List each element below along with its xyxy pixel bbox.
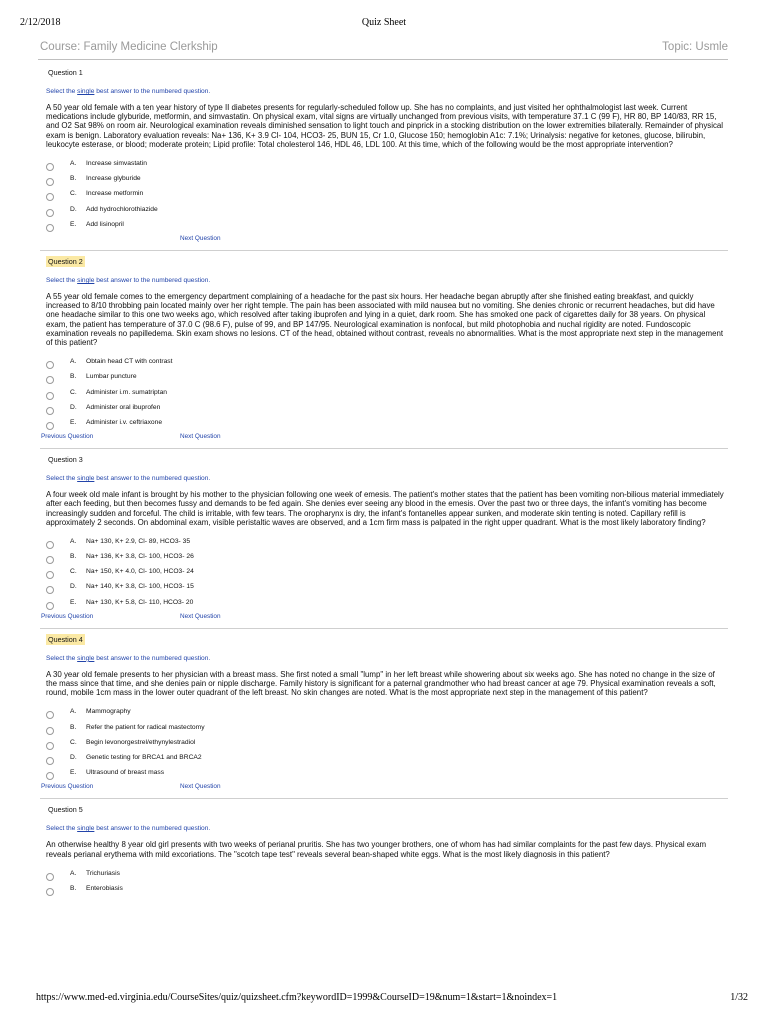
answer-choice-a[interactable] [40,538,728,553]
instruction-pre: Select the [46,825,78,833]
choice-letter: C. [70,190,77,198]
choice-text: Add lisinopril [86,220,124,228]
question-block-1 [40,62,728,251]
radio-button[interactable] [46,209,54,217]
answer-choices [40,160,728,236]
answer-choice-c[interactable] [40,739,728,754]
choice-letter: B. [70,175,77,183]
next-question-link[interactable]: Next Question [180,783,221,791]
choice-text: Genetic testing for BRCA1 and BRCA2 [86,754,202,762]
choice-text: Increase glyburide [86,175,141,183]
choice-text: Trichuriasis [86,869,120,877]
instruction-post: best answer to the numbered question. [94,654,211,662]
choice-letter: A. [70,708,77,716]
radio-button[interactable] [46,376,54,384]
print-title: Quiz Sheet [361,17,407,28]
choice-letter: B. [70,885,77,892]
choice-letter: D. [70,583,77,591]
course-name: Course: Family Medicine Clerkship [40,41,218,53]
instruction-emphasis: single [77,654,95,662]
previous-question-link[interactable]: Previous Question [41,783,94,791]
radio-button[interactable] [46,742,54,750]
choice-text: Na+ 136, K+ 3.8, Cl- 100, HCO3- 26 [86,553,194,561]
instruction-pre: Select the [46,475,78,483]
answer-choice-b[interactable] [40,885,728,900]
answer-choice-c[interactable] [40,568,728,583]
radio-button[interactable] [46,602,54,610]
answer-choice-e[interactable] [40,599,728,614]
radio-button[interactable] [46,888,54,896]
header-divider [38,59,728,60]
radio-button[interactable] [46,757,54,765]
choice-letter: C. [70,568,77,576]
choice-text: Na+ 130, K+ 2.9, Cl- 89, HCO3- 35 [86,537,191,545]
answer-choice-d[interactable] [40,583,728,598]
question-block-5 [40,799,728,900]
instruction-pre: Select the [46,276,78,284]
choice-text: Add hydrochlorothiazide [86,205,158,213]
radio-button[interactable] [46,873,54,881]
next-question-link[interactable]: Next Question [180,612,221,620]
choice-letter: A. [70,358,77,366]
answer-choice-d[interactable] [40,754,728,769]
question-instruction [46,655,728,662]
question-block-4 [40,629,728,800]
instruction-post: best answer to the numbered question. [94,276,211,284]
choice-letter: B. [70,373,77,381]
answer-choice-e[interactable] [40,769,728,784]
choice-letter: C. [70,388,77,396]
answer-choices [40,538,728,614]
choice-letter: D. [70,403,77,411]
choice-text: Increase metformin [86,190,144,198]
choice-letter: A. [70,537,77,545]
choice-letter: C. [70,738,77,746]
choice-letter: A. [70,869,77,877]
print-footer [0,992,768,1006]
choice-text: Na+ 150, K+ 4.0, Cl- 100, HCO3- 24 [86,568,194,576]
answer-choice-b[interactable] [40,175,728,190]
question-stem: A four week old male infant is brought by his mother to the physician following one week of emesis. The patient's mother states that the patient has been vomiting non-bilious material immediately after each feeding, but then becomes fussy and demands to be fed again. She denies ever seeing any blood in the emesis. Over the past two or three days, the infant's vomiting has become increasingly sudden and forceful. The child is irritable, with few tears. The oropharynx is dry, the infant's fontanelles appear sunken, and moderate skin tenting is noted. Capillary refill is approximately 2 seconds. On abdominal exam, visible peristaltic waves are observed, and a 1cm firm mass is palpated in the right upper quadrant. What is the most likely laboratory finding? [46,490,724,527]
radio-button[interactable] [46,727,54,735]
answer-choice-a[interactable] [40,358,728,373]
answer-choice-c[interactable] [40,190,728,205]
print-url: https://www.med-ed.virginia.edu/CourseSites/quiz/quizsheet.cfm?keywordID=1999&CourseID=19&num=1&start=1&noindex=1 [36,992,558,1003]
print-header [0,17,768,31]
radio-button[interactable] [46,193,54,201]
choice-text: Administer i.v. ceftriaxone [86,418,163,426]
radio-button[interactable] [46,407,54,415]
answer-choice-e[interactable] [40,221,728,236]
radio-button[interactable] [46,711,54,719]
radio-button[interactable] [46,392,54,400]
radio-button[interactable] [46,541,54,549]
answer-choice-d[interactable] [40,206,728,221]
answer-choice-b[interactable] [40,724,728,739]
answer-choice-b[interactable] [40,373,728,388]
question-stem: A 55 year old female comes to the emergency department complaining of a headache for the past six hours. Her headache began abruptly after she finished eating breakfast, and quickly increased to 8/10 throbbing pain located mainly over her right temple. The pain has been associated with mild nausea but no vomiting. She denies chronic or recurrent headaches, but did have one headache similar to this one two weeks ago, which resolved after taking ibuprofen and lying in a quiet, dark room. She has smoked one pack of cigarettes daily for 38 years. On physical exam, the patient has temperature of 37.0 C (98.6 F), pulse of 99, and BP 147/95. Neurological examination is nonfocal, but mild photophobia and nuchal rigidity are noted. Fundoscopic examination reveals no papilledema. Skin exam shows no lesions. CT of the head, obtained without contrast, reveals no abnormalities. What is the most appropriate next step in the management of this patient? [46,291,724,347]
radio-button[interactable] [46,163,54,171]
choice-letter: E. [70,598,77,606]
question-nav [40,433,728,445]
instruction-pre: Select the [46,88,78,95]
choice-letter: E. [70,220,77,228]
radio-button[interactable] [46,586,54,594]
radio-button[interactable] [46,556,54,564]
instruction-emphasis: single [77,475,95,483]
choice-text: Na+ 130, K+ 5.8, Cl- 110, HCO3- 20 [86,598,194,606]
radio-button[interactable] [46,361,54,369]
question-instruction [46,277,728,284]
answer-choice-a[interactable] [40,708,728,723]
question-stem: An otherwise healthy 8 year old girl presents with two weeks of perianal pruritis. She has two younger brothers, one of whom has had similar complaints for the past few days. Physical exam reveals perianal erythema with mild excoriations. The "scotch tape test" reveals several bean-shaped white eggs. What is the most likely diagnosis in this patient? [46,840,707,859]
page-number: 1/32 [730,992,748,1003]
choice-text: Mammography [86,708,131,716]
answer-choices [40,708,728,784]
answer-choices [40,870,728,900]
choice-letter: D. [70,205,77,213]
question-block-3 [40,449,728,629]
choice-text: Lumbar puncture [86,373,137,381]
next-question-link[interactable]: Next Question [180,234,221,242]
choice-letter: B. [70,553,77,561]
choice-letter: D. [70,754,77,762]
instruction-emphasis: single [77,276,95,284]
choice-text: Begin levonorgestrel/ethynylestradiol [86,738,196,746]
course-bar [38,39,728,59]
question-label: Question 4 [48,634,83,644]
question-stem: A 30 year old female presents to her physician with a breast mass. She first noted a small "lump" in her left breast while showering about six weeks ago. She has noted no change in the size of the mass since that time, and she denies pain or nipple discharge. Family history is significant for a paternal grandmother who had breast cancer at age 79. Physical examination reveals a soft, round, mobile 1cm mass in the lower outer quadrant of the left breast. No skin changes are noted. What is the most appropriate next step in the management of this patient? [46,669,716,698]
question-list [40,62,728,900]
question-nav [40,235,728,247]
question-instruction [46,825,728,832]
choice-letter: E. [70,418,77,426]
choice-text: Increase simvastatin [86,160,147,168]
choice-text: Enterobiasis [86,885,123,892]
choice-text: Administer i.m. sumatriptan [86,388,168,396]
question-label: Question 2 [48,256,83,266]
instruction-post: best answer to the numbered question. [94,88,211,95]
radio-button[interactable] [46,178,54,186]
answer-choice-b[interactable] [40,553,728,568]
choice-letter: B. [70,723,77,731]
question-block-2 [40,251,728,449]
previous-question-link[interactable]: Previous Question [41,612,94,620]
answer-choice-d[interactable] [40,404,728,419]
instruction-post: best answer to the numbered question. [94,825,211,833]
radio-button[interactable] [46,224,54,232]
instruction-post: best answer to the numbered question. [94,475,211,483]
choice-text: Refer the patient for radical mastectomy [86,723,205,731]
answer-choice-a[interactable] [40,160,728,175]
answer-choice-e[interactable] [40,419,728,434]
choice-text: Obtain head CT with contrast [86,358,173,366]
choice-letter: E. [70,769,77,777]
question-instruction [46,475,728,482]
instruction-pre: Select the [46,654,78,662]
question-label: Question 5 [48,805,83,815]
question-nav [40,783,728,795]
question-stem: A 50 year old female with a ten year history of type II diabetes presents for regularly-scheduled follow up. She has no complaints, and just visited her ophthalmologist last week. Current medications include glyburide, metformin, and simvastatin. On physical exam, vital signs are virtually unchanged from previous visits, with temperature 37.1 C (99 F), HR 80, BP 140/83, RR 15, and O2 Sat 98% on room air. Neurological examination reveals diminished sensation to light touch and pinprick in a stocking distribution on the lower extremities bilaterally. Remainder of physical exam is benign. Laboratory evaluation reveals: Na+ 136, K+ 3.9 Cl- 104, HCO3- 25, BUN 15, Cr 1.0, Glucose 150; hemoglobin A1c: 7.1%; Urinalysis: negative for ketones, glucose, bilirubin, leukocyte esterase, or blood; moderate protein; Lipid profile: Total cholesterol 146, HDL 46, LDL 100. At this time, which of the following would be the most appropriate intervention? [46,103,724,149]
choice-text: Administer oral ibuprofen [86,403,161,411]
question-label: Question 3 [48,455,83,465]
question-nav [40,613,728,625]
radio-button[interactable] [46,422,54,430]
radio-button[interactable] [46,772,54,780]
radio-button[interactable] [46,571,54,579]
question-instruction [46,88,728,95]
print-date: 2/12/2018 [20,17,61,28]
choice-text: Na+ 140, K+ 3.8, Cl- 100, HCO3- 15 [86,583,194,591]
answer-choices [40,358,728,434]
answer-choice-a[interactable] [40,870,728,885]
instruction-emphasis: single [77,825,95,833]
question-label: Question 1 [48,68,83,77]
answer-choice-c[interactable] [40,389,728,404]
choice-letter: A. [70,160,77,168]
instruction-emphasis: single [77,88,95,95]
previous-question-link[interactable]: Previous Question [41,433,94,441]
choice-text: Ultrasound of breast mass [86,769,165,777]
topic-name: Topic: Usmle [662,41,728,53]
next-question-link[interactable]: Next Question [180,433,221,441]
